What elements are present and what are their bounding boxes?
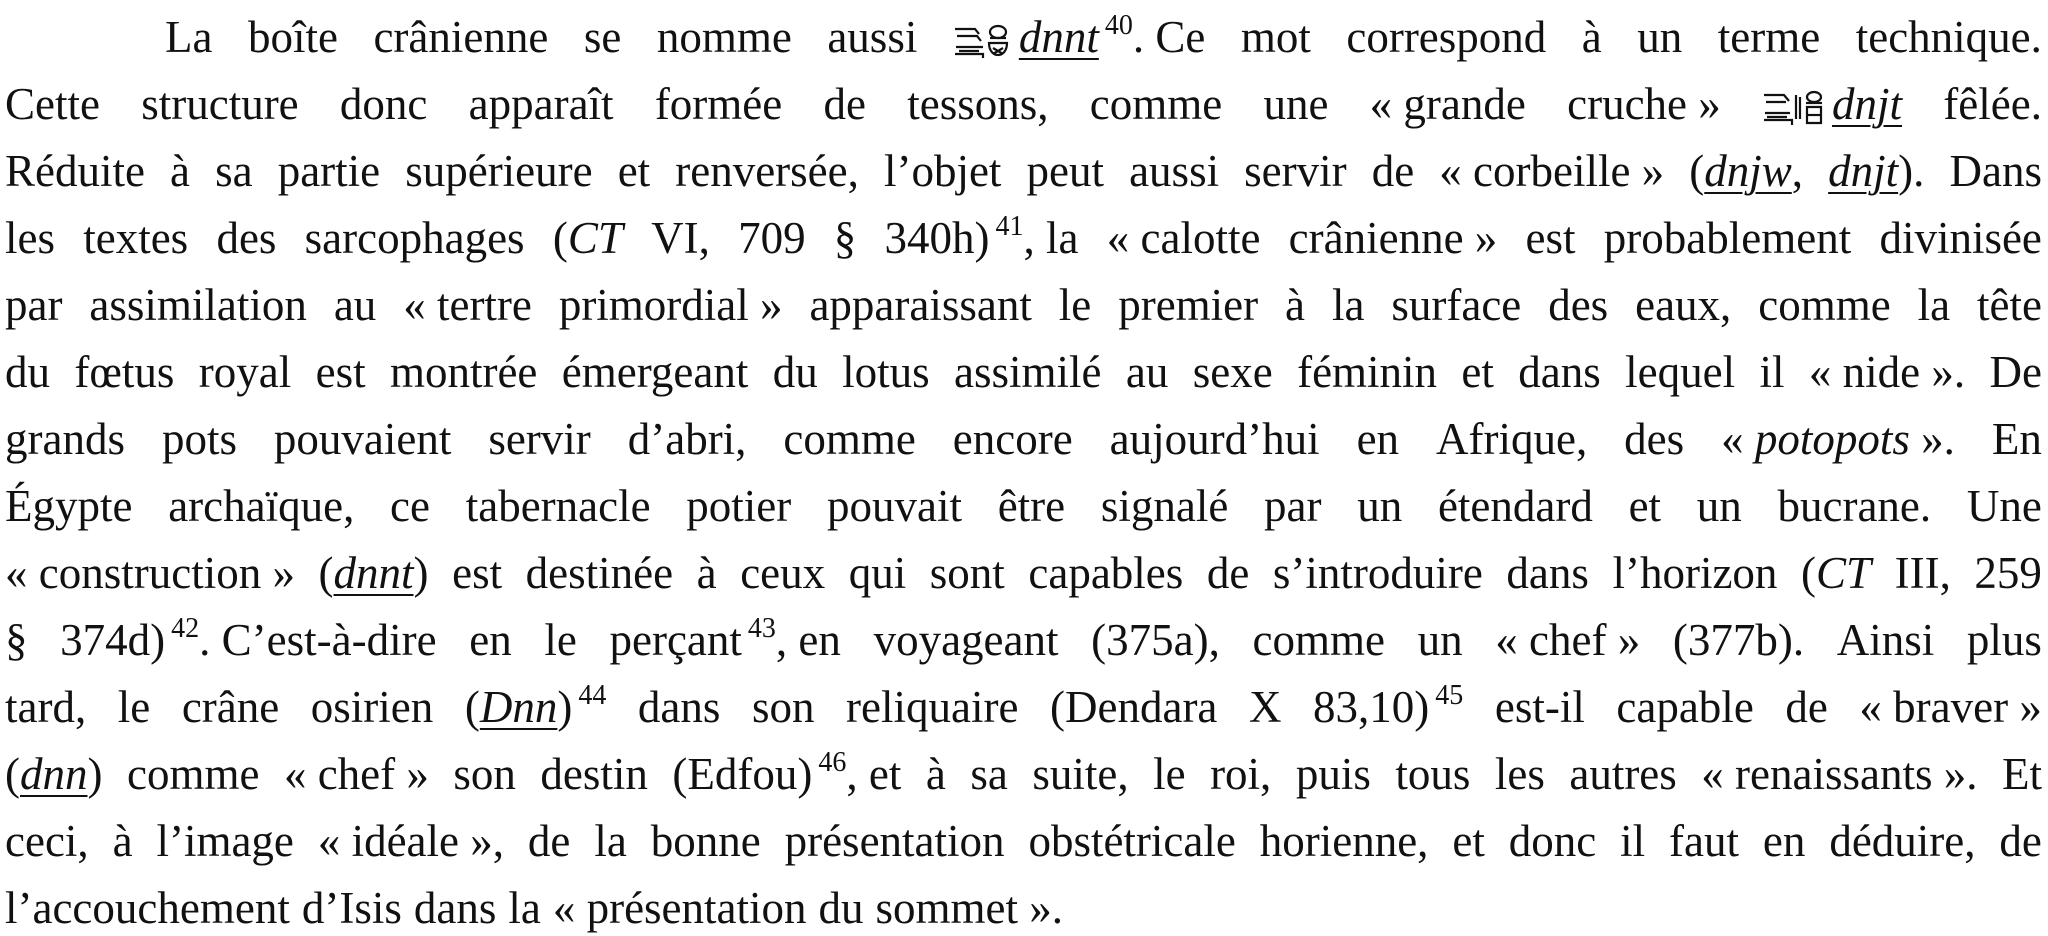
word: donc <box>1508 816 1597 866</box>
word: ce <box>390 481 430 531</box>
paragraph-line-9 <box>5 545 2042 601</box>
word: Dans <box>1949 146 2042 196</box>
word: textes <box>83 213 189 263</box>
word: en <box>1356 414 1400 464</box>
word: peut <box>1026 146 1104 196</box>
word: primordial » <box>558 280 783 330</box>
potopots-term: potopots <box>1754 414 1910 464</box>
word: X <box>1248 682 1282 732</box>
word: fœtus <box>74 347 175 397</box>
word: crânienne <box>373 12 549 62</box>
word: En <box>1991 414 2042 464</box>
footnote-ref-44[interactable]: 44 <box>578 680 607 711</box>
word: pouvaient <box>273 414 452 464</box>
word: au <box>1125 347 1169 397</box>
paragraph-line-10 <box>5 612 2042 668</box>
word: servir <box>488 414 591 464</box>
word: Cette <box>5 79 100 129</box>
word: tête <box>1977 280 2042 330</box>
word: des <box>216 213 277 263</box>
paragraph-line-4 <box>5 210 2042 266</box>
word: 374d) $^{42}$. C’est-à-dire <box>60 613 437 665</box>
word: sa <box>970 749 1008 799</box>
word: comme <box>1758 280 1891 330</box>
paragraph-line-12 <box>5 746 2042 802</box>
word: déduire, <box>1829 816 1976 866</box>
word: VI, <box>651 213 710 263</box>
word: le <box>117 682 151 732</box>
word: « corbeille » <box>1439 146 1665 196</box>
word: est <box>315 347 366 397</box>
word: archaïque, <box>168 481 355 531</box>
word: l’image <box>156 816 294 866</box>
word: pouvait <box>826 481 962 531</box>
word: en <box>469 615 512 665</box>
word: il <box>1620 816 1646 866</box>
word: à <box>1285 280 1306 330</box>
word: sarcophages <box>304 213 525 263</box>
word: « calotte <box>1106 213 1261 263</box>
word: et <box>617 146 651 196</box>
word: « grande <box>1369 79 1526 129</box>
word: tabernacle <box>465 481 651 531</box>
transliteration-group: (dnjw, <box>1689 146 1804 196</box>
word: « présentation <box>552 883 807 933</box>
word: pots <box>161 414 237 464</box>
word: sa <box>215 146 253 196</box>
word: royal <box>198 347 292 397</box>
word: présentation <box>784 816 1005 866</box>
transliteration-group: dnnt $^{40}$. Ce <box>953 9 1206 65</box>
word: aussi <box>827 12 918 62</box>
word: grands <box>5 414 125 464</box>
transliteration-group <box>1762 76 1902 132</box>
word: le <box>1058 280 1092 330</box>
transliteration-dnnt: dnnt <box>1018 12 1099 62</box>
transliteration-dnnt: dnnt <box>333 548 414 598</box>
word: obstétricale <box>1028 816 1236 866</box>
footnote-ref-46[interactable]: 46 <box>818 747 847 778</box>
paragraph-line-2 <box>5 76 2042 132</box>
word: se <box>583 12 622 62</box>
word: donc <box>339 79 428 129</box>
word: surface <box>1391 280 1522 330</box>
word: renversée, <box>675 146 859 196</box>
word: s’introduire <box>1272 548 1483 598</box>
word: et <box>1628 481 1662 531</box>
hieroglyph-dnjt-icon <box>1762 89 1824 129</box>
word: apparaît <box>468 79 614 129</box>
transliteration-group: (Dnn) $^{44}$ <box>464 680 607 732</box>
transliteration-group: (dnnt) <box>318 548 429 598</box>
word: divinisée <box>1879 213 2042 263</box>
word: (375a), <box>1091 615 1220 665</box>
word: mot <box>1240 12 1311 62</box>
word: sexe <box>1192 347 1273 397</box>
word: du <box>818 883 864 933</box>
word: d’abri, <box>627 414 747 464</box>
word: un <box>1357 481 1403 531</box>
word: dans <box>413 883 497 933</box>
word: faut <box>1669 816 1740 866</box>
transliteration-dnjw: dnjw <box>1704 146 1792 196</box>
word: « construction » <box>5 548 295 598</box>
word: « idéale », <box>317 816 505 866</box>
word: probablement <box>1603 213 1852 263</box>
word: capables <box>1028 548 1184 598</box>
word: montrée <box>389 347 538 397</box>
word: (Dendara <box>1050 682 1218 732</box>
word: la <box>508 883 541 933</box>
word: lotus <box>842 347 930 397</box>
citation-group: (CT <box>1801 548 1872 598</box>
coffin-texts-abbrev: CT <box>567 213 623 263</box>
word: étendard <box>1437 481 1593 531</box>
word: lequel <box>1625 347 1736 397</box>
word: plus <box>1966 615 2042 665</box>
word: féminin <box>1297 347 1438 397</box>
word: autres <box>1569 749 1677 799</box>
word: correspond <box>1346 12 1547 62</box>
paragraph-line-7 <box>5 411 2042 467</box>
word: capable <box>1616 682 1754 732</box>
word: bonne <box>650 816 761 866</box>
word: comme <box>1252 615 1385 665</box>
paragraph-line-13 <box>5 813 2042 869</box>
word: des <box>1624 414 1685 464</box>
word: technique. <box>1855 12 2042 62</box>
word: signalé <box>1100 481 1229 531</box>
paragraph-line-11 <box>5 679 2042 735</box>
word: ceux <box>740 548 826 598</box>
word: nomme <box>656 12 792 62</box>
word: et <box>1461 347 1494 397</box>
transliteration-dnjt: dnjt <box>1828 146 1899 196</box>
word: horienne, <box>1259 816 1429 866</box>
word: ceci, <box>5 816 89 866</box>
footnote-ref-41[interactable]: 41 <box>995 211 1024 242</box>
word: (377b). <box>1672 615 1805 665</box>
word: III, <box>1894 548 1951 598</box>
word: au <box>333 280 377 330</box>
word: « chef » <box>283 749 429 799</box>
word: il <box>1759 347 1785 397</box>
word: structure <box>141 79 299 129</box>
word: potier <box>686 481 792 531</box>
word: du <box>772 347 818 397</box>
word: la <box>1917 280 1951 330</box>
word: son <box>453 749 516 799</box>
document-page <box>5 0 2047 935</box>
word: encore <box>952 414 1073 464</box>
word: destinée <box>525 548 674 598</box>
word: le <box>544 615 577 665</box>
word: voyageant <box>873 615 1059 665</box>
word: tard, <box>5 682 87 732</box>
word: La <box>165 12 213 62</box>
word: suite, <box>1032 749 1129 799</box>
word: sommet ». <box>875 883 1064 933</box>
word: à <box>112 816 133 866</box>
word: un <box>1696 481 1742 531</box>
word: dans <box>1506 548 1589 598</box>
hieroglyph-dnnt-icon <box>953 23 1011 61</box>
word: crâne <box>181 682 280 732</box>
word: un <box>1417 615 1463 665</box>
word: terme <box>1717 12 1821 62</box>
word: « tertre <box>403 280 532 330</box>
word: et <box>1452 816 1485 866</box>
word: formée <box>654 79 783 129</box>
word: de <box>1785 682 1828 732</box>
word: « renaissants ». <box>1701 749 1978 799</box>
word: à <box>1581 12 1602 62</box>
word: l’objet <box>883 146 1002 196</box>
word: apparaissant <box>809 280 1032 330</box>
footnote-ref-40[interactable]: 40 <box>1104 10 1133 41</box>
word: « braver » <box>1859 682 2042 732</box>
word: tessons, <box>907 79 1049 129</box>
word: d’Isis <box>301 883 402 933</box>
word: De <box>1989 347 2042 397</box>
paragraph-line-14 <box>5 880 2042 936</box>
transliteration-dnn: Dnn <box>479 682 558 732</box>
footnote-ref-42[interactable]: 42 <box>171 613 200 644</box>
word: boîte <box>247 12 338 62</box>
transliteration-group: (dnn) <box>5 749 103 799</box>
word: est-il <box>1494 682 1585 732</box>
word: par <box>5 280 63 330</box>
word: puis <box>1295 749 1371 799</box>
word: eaux, <box>1635 280 1732 330</box>
word: partie <box>277 146 381 196</box>
word: de <box>527 816 571 866</box>
word: Ainsi <box>1836 615 1935 665</box>
quoted-term: « potopots ». <box>1721 414 1955 464</box>
footnote-ref-45[interactable]: 45 <box>1435 680 1464 711</box>
word: l’accouchement <box>5 883 290 933</box>
word: supérieure <box>405 146 593 196</box>
word: 709 <box>738 213 806 263</box>
word: « nide ». <box>1808 347 1966 397</box>
word: cruche » <box>1567 79 1721 129</box>
word: émergeant <box>561 347 749 397</box>
word: de <box>823 79 866 129</box>
word: de <box>1206 548 1250 598</box>
word: sont <box>929 548 1005 598</box>
word: crânienne » <box>1288 213 1498 263</box>
word: 83,10) $^{45}$ <box>1313 680 1464 732</box>
paragraph-line-6 <box>5 344 2042 400</box>
word: comme <box>127 749 260 799</box>
word: par <box>1264 481 1322 531</box>
word: du <box>5 347 50 397</box>
transliteration-group: dnjt). <box>1828 146 1925 196</box>
word: le <box>1153 749 1186 799</box>
paragraph-line-1 <box>5 9 2042 65</box>
paragraph-line-5 <box>5 277 2042 333</box>
word: de <box>1999 816 2042 866</box>
word: aujourd’hui <box>1109 414 1320 464</box>
word: perçant $^{43}$, en <box>609 613 841 665</box>
transliteration-dnn: dnn <box>20 749 88 799</box>
citation-group: (CT <box>552 213 623 263</box>
word: destin <box>540 749 648 799</box>
paragraph-line-8 <box>5 478 2042 534</box>
word: les <box>1494 749 1545 799</box>
word: aussi <box>1129 146 1220 196</box>
word: assimilé <box>954 347 1102 397</box>
word: un <box>1637 12 1683 62</box>
word: une <box>1263 79 1329 129</box>
word: Égypte <box>5 481 133 531</box>
footnote-ref-43[interactable]: 43 <box>747 613 776 644</box>
word: osirien <box>310 682 434 732</box>
word: dans <box>637 682 721 732</box>
word: à <box>696 548 717 598</box>
word: § <box>833 213 857 263</box>
transliteration-dnjt: dnjt <box>1832 79 1903 129</box>
coffin-texts-abbrev: CT <box>1816 548 1872 598</box>
word: la <box>594 816 627 866</box>
word: (Edfou) $^{46}$, et <box>672 747 902 799</box>
word: Et <box>2002 749 2042 799</box>
word: premier <box>1118 280 1259 330</box>
word: Afrique, <box>1436 414 1588 464</box>
word: comme <box>783 414 916 464</box>
word: servir <box>1244 146 1347 196</box>
word: est <box>1525 213 1576 263</box>
word: à <box>170 146 191 196</box>
word: 340h) $^{41}$, la <box>884 211 1079 263</box>
word: « chef » <box>1495 615 1641 665</box>
word: son <box>751 682 815 732</box>
word: comme <box>1089 79 1223 129</box>
word: reliquaire <box>846 682 1019 732</box>
word: l’horizon <box>1612 548 1778 598</box>
word: 259 <box>1974 548 2042 598</box>
word: tous <box>1395 749 1471 799</box>
word: à <box>925 749 946 799</box>
word: être <box>997 481 1066 531</box>
word: la <box>1331 280 1365 330</box>
word: roi, <box>1210 749 1272 799</box>
word: dans <box>1518 347 1601 397</box>
paragraph-line-3 <box>5 143 2042 199</box>
word: Réduite <box>5 146 145 196</box>
word: les <box>5 213 55 263</box>
word: est <box>452 548 503 598</box>
word: fêlée. <box>1943 79 2042 129</box>
word: Une <box>1966 481 2042 531</box>
word: § <box>5 615 28 665</box>
word: des <box>1548 280 1609 330</box>
word: assimilation <box>89 280 307 330</box>
word: qui <box>848 548 907 598</box>
word: en <box>1762 816 1806 866</box>
word: de <box>1371 146 1415 196</box>
word: bucrane. <box>1777 481 1932 531</box>
